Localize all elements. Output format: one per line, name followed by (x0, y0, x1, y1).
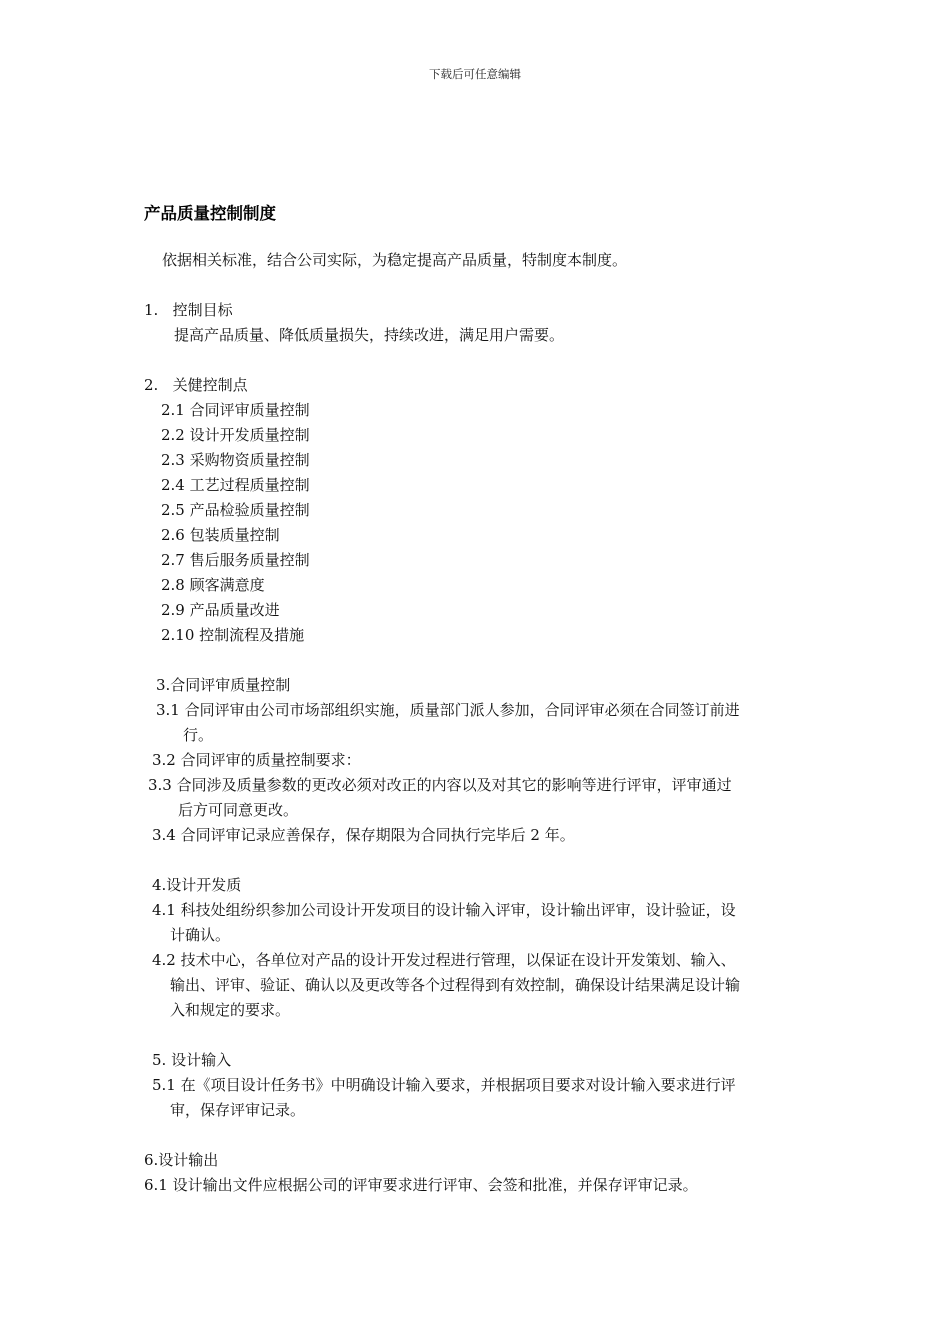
section-2-heading: 2. 关健控制点 (144, 376, 248, 394)
section-4-1-line-2: 计确认。 (170, 926, 231, 944)
section-5-1-line-2: 审，保存评审记录。 (170, 1101, 306, 1119)
section-5-heading: 5. 设计输入 (152, 1051, 232, 1069)
list-item: 2.8 顾客满意度 (161, 576, 265, 594)
section-3-4: 3.4 合同评审记录应善保存，保存期限为合同执行完毕后 2 年。 (152, 826, 575, 844)
section-1-heading: 1. 控制目标 (144, 301, 233, 319)
section-5-1-line-1: 5.1 在《项目设计任务书》中明确设计输入要求，并根据项目要求对设计输入要求进行评 (152, 1076, 736, 1094)
list-item: 2.1 合同评审质量控制 (161, 401, 310, 419)
section-4-heading: 4.设计开发质 (152, 876, 242, 894)
section-4-2-line-1: 4.2 技术中心，各单位对产品的设计开发过程进行管理，以保证在设计开发策划、输入、 (152, 951, 736, 969)
list-item: 2.7 售后服务质量控制 (161, 551, 310, 569)
section-3-1-line-1: 3.1 合同评审由公司市场部组织实施，质量部门派人参加，合同评审必须在合同签订前进 (156, 701, 740, 719)
section-3-2: 3.2 合同评审的质量控制要求： (152, 751, 361, 769)
intro-paragraph: 依据相关标准，结合公司实际，为稳定提高产品质量，特制度本制度。 (162, 251, 628, 269)
section-3-heading: 3.合同评审质量控制 (156, 676, 291, 694)
section-4-1-line-1: 4.1 科技处组纷织参加公司设计开发项目的设计输入评审，设计输出评审，设计验证，设 (152, 901, 736, 919)
section-3-3-line-2: 后方可同意更改。 (178, 801, 299, 819)
document-title: 产品质量控制制度 (144, 204, 276, 223)
list-item: 2.10 控制流程及措施 (161, 626, 305, 644)
list-item: 2.4 工艺过程质量控制 (161, 476, 310, 494)
list-item: 2.5 产品检验质量控制 (161, 501, 310, 519)
section-6-1: 6.1 设计输出文件应根据公司的评审要求进行评审、会签和批准，并保存评审记录。 (144, 1176, 698, 1194)
section-4-2-line-2: 输出、评审、验证、确认以及更改等各个过程得到有效控制，确保设计结果满足设计输 (170, 976, 741, 994)
section-1-body: 提高产品质量、降低质量损失，持续改进，满足用户需要。 (174, 326, 565, 344)
list-item: 2.9 产品质量改进 (161, 601, 280, 619)
list-item: 2.6 包装质量控制 (161, 526, 280, 544)
section-6-heading: 6.设计输出 (144, 1151, 219, 1169)
list-item: 2.2 设计开发质量控制 (161, 426, 310, 444)
section-3-3-line-1: 3.3 合同涉及质量参数的更改必须对改正的内容以及对其它的影响等进行评审，评审通过 (148, 776, 732, 794)
section-3-1-line-2: 行。 (183, 726, 214, 744)
list-item: 2.3 采购物资质量控制 (161, 451, 310, 469)
page-header: 下载后可任意编辑 (429, 67, 521, 81)
section-4-2-line-3: 入和规定的要求。 (170, 1001, 291, 1019)
